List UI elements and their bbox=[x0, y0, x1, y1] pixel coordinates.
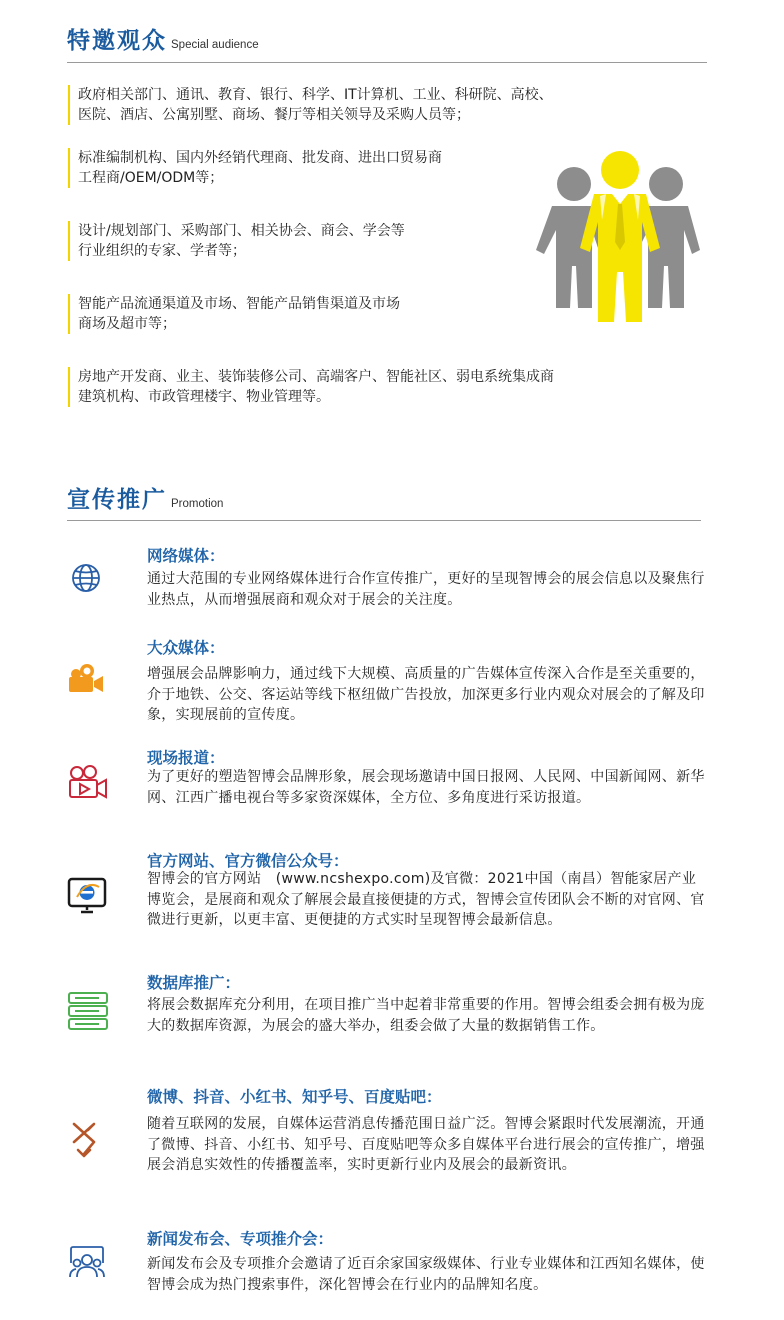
audience-subtitle: Special audience bbox=[171, 39, 259, 51]
promo-item-text: 将展会数据库充分利用，在项目推广当中起着非常重要的作用。智博会组委会拥有极为庞大的数据库资源，为展会的盛大举办，组委会做了大量的数据销售工作。 bbox=[147, 997, 705, 1034]
promo-item-title: 网络媒体： bbox=[147, 547, 225, 565]
promo-item-text: 通过大范围的专业网络媒体进行合作宣传推广，更好的呈现智博会的展会信息以及聚焦行业热点，从而增强展商和观众对于展会的关注度。 bbox=[147, 571, 705, 608]
promotion-divider bbox=[67, 520, 701, 521]
promo-item-text: 为了更好的塑造智博会品牌形象，展会现场邀请中国日报网、人民网、中国新闻网、新华网、江西广播电视台等多家资深媒体，全方位、多角度进行采访报道。 bbox=[147, 769, 705, 806]
promo-item-title: 官方网站、官方微信公众号： bbox=[147, 852, 349, 870]
promo-item-title: 新闻发布会、专项推介会： bbox=[147, 1230, 334, 1248]
audience-item-line: 医院、酒店、公寓别墅、商场、餐厅等相关领导及采购人员等； bbox=[78, 107, 470, 123]
promotion-title: 宣传推广 bbox=[67, 487, 167, 513]
promo-item-text: 新闻发布会及专项推介会邀请了近百余家国家级媒体、行业专业媒体和江西知名媒体，使智博会成为热门搜索事件，深化智博会在行业内的品牌知名度。 bbox=[147, 1256, 705, 1293]
promotion-subtitle: Promotion bbox=[171, 498, 224, 510]
promotion-header bbox=[67, 481, 223, 514]
audience-item-line: 工程商/OEM/ODM等； bbox=[78, 170, 224, 186]
audience-item bbox=[68, 85, 553, 125]
audience-item-line: 智能产品流通渠道及市场、智能产品销售渠道及市场 bbox=[78, 296, 400, 312]
audience-item-line: 行业组织的专家、学者等； bbox=[78, 243, 246, 259]
movie-camera-icon bbox=[68, 765, 108, 799]
audience-item-line: 建筑机构、市政管理楼宇、物业管理等。 bbox=[78, 389, 330, 405]
audience-item-line: 设计/规划部门、采购部门、相关协会、商会、学会等 bbox=[78, 223, 405, 239]
promo-item-text: 增强展会品牌影响力，通过线下大规模、高质量的广告媒体宣传深入合作是至关重要的，介于地铁、公交、客运站等线下枢纽做广告投放，加深更多行业内观众对展会的了解及印象，实现展前的宣传度。 bbox=[147, 666, 705, 723]
monitor-ie-icon bbox=[67, 877, 107, 915]
press-conference-icon bbox=[67, 1245, 107, 1279]
audience-title: 特邀观众 bbox=[67, 28, 167, 54]
audience-item-line: 房地产开发商、业主、装饰装修公司、高端客户、智能社区、弱电系统集成商 bbox=[78, 369, 554, 385]
database-icon bbox=[67, 991, 109, 1031]
audience-item bbox=[68, 294, 400, 334]
people-group-icon bbox=[530, 150, 705, 326]
audience-header bbox=[67, 22, 259, 55]
audience-item-line: 政府相关部门、通讯、教育、银行、科学、IT计算机、工业、科研院、高校、 bbox=[78, 87, 553, 103]
video-camera-icon bbox=[67, 662, 105, 694]
promo-item-text: 智博会的官方网站 (www.ncshexpo.com)及官微：2021中国（南昌）智能家居产业博览会，是展商和观众了解展会最直接便捷的方式，智博会宣传团队会不断的对官网、官微进行更新，以更丰富、更便捷的方式实时呈现智博会最新信息。 bbox=[147, 871, 705, 928]
globe-icon bbox=[70, 562, 102, 594]
audience-item bbox=[68, 367, 554, 407]
promo-item-title: 微博、抖音、小红书、知乎号、百度贴吧： bbox=[147, 1088, 442, 1106]
audience-divider bbox=[67, 62, 707, 63]
promo-item-title: 现场报道： bbox=[147, 749, 225, 767]
audience-item bbox=[68, 221, 405, 261]
audience-item-line: 标准编制机构、国内外经销代理商、批发商、进出口贸易商 bbox=[78, 150, 442, 166]
promo-item-text: 随着互联网的发展，自媒体运营消息传播范围日益广泛。智博会紧跟时代发展潮流，开通了微博、抖音、小红书、知乎号、百度贴吧等众多自媒体平台进行展会的宣传推广，增强展会消息实效性的传播覆盖率，实时更新行业内及展会的最新资讯。 bbox=[147, 1116, 705, 1173]
promo-item-title: 数据库推广： bbox=[147, 974, 241, 992]
share-arrows-icon bbox=[70, 1120, 102, 1160]
audience-item bbox=[68, 148, 442, 188]
audience-item-line: 商场及超市等； bbox=[78, 316, 176, 332]
promo-item-title: 大众媒体： bbox=[147, 639, 225, 657]
